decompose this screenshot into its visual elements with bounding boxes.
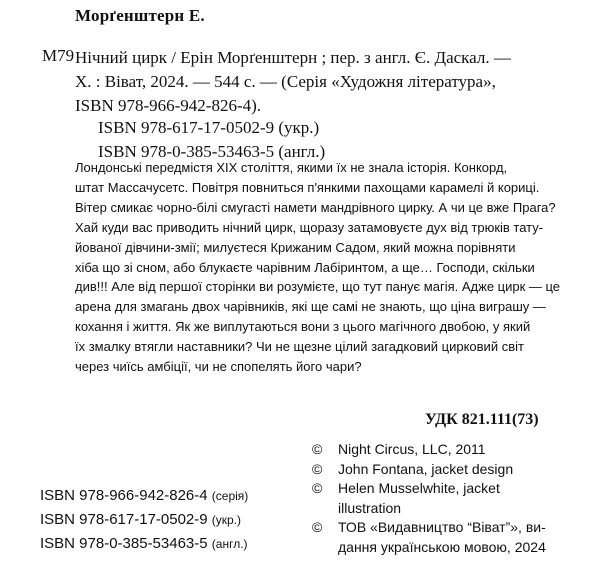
annotation-line: Вітер смикає чорно-білі смугасті намети мандрівного цирку. А чи це вже Прага?	[75, 199, 556, 215]
annotation-line: див!!! Але від першої сторінки ви розумієте, що тут панує магія. Адже цирк — це	[75, 279, 561, 295]
isbn-line: ISBN 978-0-385-53463-5 (англ.)	[98, 142, 326, 161]
annotation-line: Хай куди вас приводить нічний цирк, щоразу затамовуєте дух від трюків тату-	[75, 219, 544, 235]
copyright-entry	[312, 460, 600, 480]
bibliographic-line: Нічний цирк / Ерін Морґенштерн ; пер. з англ. Є. Даскал. —	[75, 48, 511, 67]
annotation-line: йованої дівчини-змії; милуєтеся Крижаним Садом, який можна порівняти	[75, 239, 516, 255]
copyright-icon: ©	[312, 519, 323, 535]
copyright-text	[338, 440, 486, 460]
copyright-text	[338, 460, 513, 480]
isbn-line	[40, 532, 248, 556]
annotation-line: через чиїсь амбіції, чи не спопелять його чари?	[75, 359, 362, 375]
copyright-entry	[312, 518, 600, 557]
isbn-note: (серія)	[211, 489, 249, 503]
copyright-line: дання українською мовою, 2024	[338, 538, 546, 555]
annotation-line: хіба що зі сном, або блукаєте чарівним Лабіринтом, а ще… Господи, скільки	[75, 259, 535, 275]
annotation-line: арена для змагань двох чарівників, які ще самі не знають, що ціна виграшу —	[75, 299, 546, 315]
copyright-line: illustration	[338, 499, 402, 516]
copyright-entry	[312, 479, 600, 518]
isbn-note: (укр.)	[211, 513, 242, 527]
isbn-list-top	[98, 116, 325, 164]
copyright-line: ТОВ «Видавництво “Віват”», ви-	[338, 519, 546, 535]
copyright-icon: ©	[312, 441, 323, 457]
isbn-list-bottom	[40, 484, 248, 556]
copyright-text	[338, 518, 546, 557]
isbn-number: ISBN 978-617-17-0502-9	[40, 511, 208, 528]
isbn-number: ISBN 978-0-385-53463-5	[40, 535, 208, 552]
copyright-text	[338, 479, 500, 518]
copyright-list	[312, 440, 600, 557]
bibliographic-entry	[75, 46, 595, 118]
isbn-line	[40, 508, 248, 532]
author-heading: Морґенштерн Е.	[75, 6, 205, 25]
bibliographic-line: ISBN 978-966-942-826-4).	[75, 96, 262, 115]
annotation-line: кохання і життя. Як же виплутаються вони з цього магічного двобою, у який	[75, 319, 531, 335]
copyright-icon: ©	[312, 460, 323, 477]
annotation-line: штат Массачусетс. Повітря повниться п'янкими пахощами карамелі й кориці.	[75, 179, 540, 195]
bibliographic-line: Х. : Віват, 2024. — 544 с. — (Серія «Художня література»,	[75, 72, 496, 91]
copyright-line: John Fontana, jacket design	[338, 460, 514, 477]
annotation-line: їх змалку втягли наставники? Чи не щезне цілий загадковий цирковий світ	[75, 339, 524, 355]
annotation-line: Лондонські передмістя XIX століття, якими їх не знала історія. Конкорд,	[75, 160, 508, 175]
copyright-icon: ©	[312, 480, 323, 496]
isbn-line: ISBN 978-617-17-0502-9 (укр.)	[98, 118, 320, 137]
udk-code: УДК 821.111(73)	[425, 411, 539, 428]
isbn-number: ISBN 978-966-942-826-4	[40, 487, 208, 504]
copyright-line: Helen Musselwhite, jacket	[338, 480, 500, 496]
book-annotation	[75, 158, 600, 377]
copyright-entry	[312, 440, 600, 460]
udc-code: М79	[42, 46, 75, 65]
isbn-note: (англ.)	[211, 537, 248, 551]
isbn-line	[40, 484, 248, 508]
copyright-line: Night Circus, LLC, 2011	[338, 441, 486, 457]
